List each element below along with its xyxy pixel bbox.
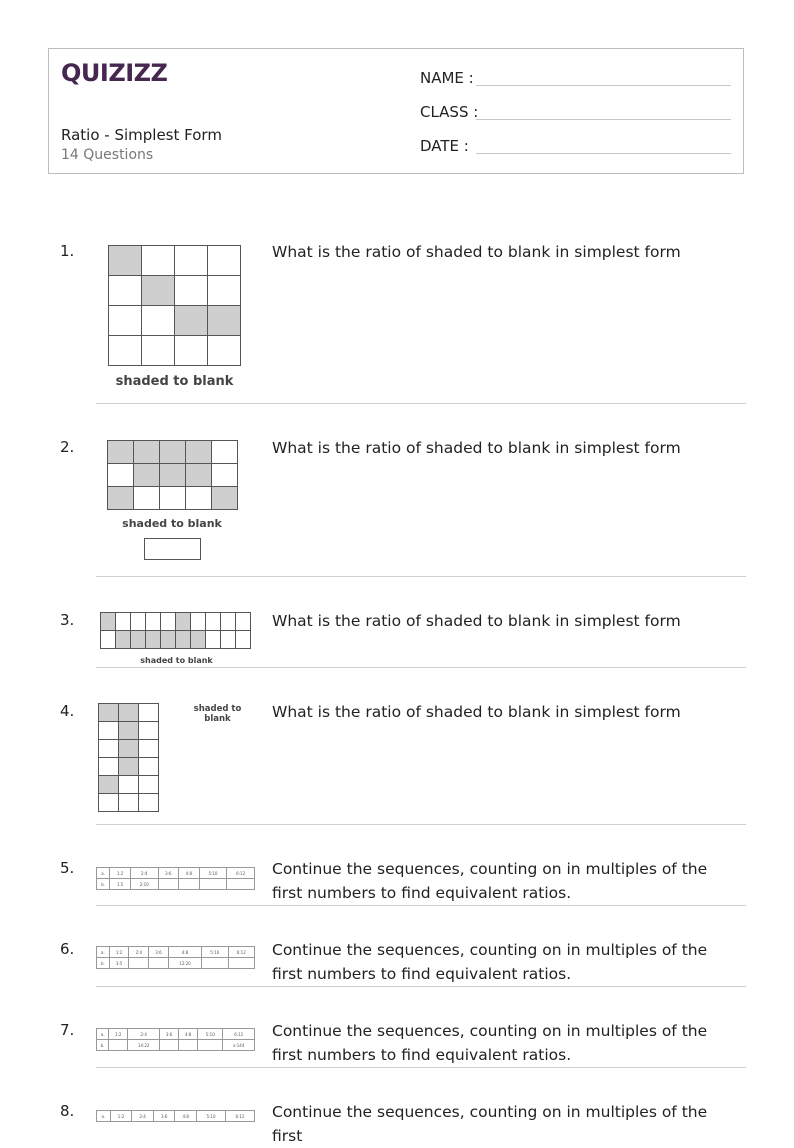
quizizz-logo: QUIZIZZ: [61, 59, 168, 87]
question-number: 4.: [60, 702, 75, 720]
ratio-grid: [108, 245, 241, 366]
divider: [96, 1067, 746, 1068]
question-text: Continue the sequences, counting on in multiples of the first numbers to find equivalent ratios.: [272, 941, 708, 983]
answer-box[interactable]: [144, 538, 201, 560]
seq-cell: 1:5: [110, 879, 131, 890]
seq-cell[interactable]: [109, 1040, 128, 1051]
seq-cell: 3:6: [149, 947, 169, 958]
seq-cell[interactable]: [179, 879, 200, 890]
seq-cell: 6:12: [226, 1111, 255, 1122]
seq-cell: 6:12: [228, 947, 254, 958]
worksheet-header: [48, 48, 744, 174]
date-label: DATE :: [420, 137, 469, 155]
question-number: 1.: [60, 242, 75, 260]
seq-cell: 5:10: [198, 1029, 223, 1040]
ratio-grid: [100, 612, 251, 649]
seq-cell: 2:4: [130, 868, 158, 879]
seq-cell: b.: [97, 958, 110, 969]
seq-cell: 3:5: [109, 958, 129, 969]
seq-cell: 4:8: [179, 868, 200, 879]
seq-cell: 1:2: [110, 1111, 132, 1122]
seq-cell: 12:20: [168, 958, 201, 969]
seq-cell: 2:4: [129, 947, 149, 958]
seq-cell: 4:8: [175, 1111, 197, 1122]
class-field[interactable]: [420, 103, 478, 121]
seq-cell: 2:4: [128, 1029, 160, 1040]
seq-cell: 4:8: [179, 1029, 198, 1040]
seq-cell: a.: [97, 868, 110, 879]
seq-cell: b.: [97, 1040, 109, 1051]
seq-cell: 5:10: [197, 1111, 226, 1122]
ratio-grid: [107, 440, 238, 510]
seq-cell: 3:6: [158, 868, 179, 879]
seq-cell[interactable]: [158, 879, 179, 890]
seq-cell[interactable]: [160, 1040, 179, 1051]
seq-cell: 2:4: [132, 1111, 154, 1122]
name-field[interactable]: [420, 69, 474, 87]
question-text: What is the ratio of shaded to blank in simplest form: [272, 243, 681, 261]
divider: [96, 576, 746, 577]
seq-cell: 1:2: [110, 868, 131, 879]
grid-caption: shaded to blank: [115, 374, 234, 389]
seq-cell: 6:12: [223, 1029, 255, 1040]
seq-cell: 5:10: [202, 947, 228, 958]
date-field[interactable]: [420, 137, 469, 155]
seq-cell: a.: [97, 947, 110, 958]
question-text: What is the ratio of shaded to blank in simplest form: [272, 612, 681, 630]
seq-cell[interactable]: [227, 879, 255, 890]
seq-cell: 5:10: [199, 868, 227, 879]
seq-cell[interactable]: [202, 958, 228, 969]
seq-cell: 3:6: [160, 1029, 179, 1040]
question-text: Continue the sequences, counting on in multiples of the first: [272, 1103, 708, 1145]
ratio-grid: [98, 703, 159, 812]
sequence-table: [96, 946, 255, 969]
sequence-table: [96, 1110, 255, 1122]
divider: [96, 403, 746, 404]
question-number: 7.: [60, 1021, 75, 1039]
class-line[interactable]: [476, 119, 731, 120]
question-number: 2.: [60, 438, 75, 456]
worksheet-title: Ratio - Simplest Form: [61, 126, 222, 144]
grid-caption: shaded to blank: [193, 704, 242, 724]
seq-cell[interactable]: [179, 1040, 198, 1051]
seq-cell: 1:2: [109, 1029, 128, 1040]
seq-cell: 1:2: [109, 947, 129, 958]
seq-cell: x:144: [223, 1040, 255, 1051]
question-text: Continue the sequences, counting on in multiples of the first numbers to find equivalent ratios.: [272, 860, 708, 902]
grid-caption: shaded to blank: [122, 517, 222, 530]
class-label: CLASS :: [420, 103, 479, 121]
seq-cell[interactable]: [149, 958, 169, 969]
divider: [96, 905, 746, 906]
date-line[interactable]: [476, 153, 731, 154]
name-label: NAME :: [420, 69, 474, 87]
question-number: 3.: [60, 611, 75, 629]
question-number: 5.: [60, 859, 75, 877]
seq-cell: b.: [97, 879, 110, 890]
question-number: 8.: [60, 1102, 75, 1120]
divider: [96, 824, 746, 825]
seq-cell: 3:6: [153, 1111, 175, 1122]
seq-cell[interactable]: [199, 879, 227, 890]
grid-caption: shaded to blank: [140, 656, 213, 665]
sequence-table: [96, 1028, 255, 1051]
question-count: 14 Questions: [61, 147, 154, 163]
seq-cell: 4:8: [168, 947, 201, 958]
seq-cell: 6:12: [227, 868, 255, 879]
seq-cell[interactable]: [198, 1040, 223, 1051]
seq-cell[interactable]: [228, 958, 254, 969]
question-text: What is the ratio of shaded to blank in simplest form: [272, 703, 681, 721]
question-text: What is the ratio of shaded to blank in simplest form: [272, 439, 681, 457]
question-text: Continue the sequences, counting on in multiples of the first numbers to find equivalent ratios.: [272, 1022, 708, 1064]
seq-cell: 2:10: [130, 879, 158, 890]
seq-cell: a.: [97, 1029, 109, 1040]
question-number: 6.: [60, 940, 75, 958]
divider: [96, 667, 746, 668]
seq-cell[interactable]: [129, 958, 149, 969]
seq-cell: a.: [97, 1111, 111, 1122]
divider: [96, 986, 746, 987]
seq-cell: 14:22: [128, 1040, 160, 1051]
sequence-table: [96, 867, 255, 890]
name-line[interactable]: [476, 85, 731, 86]
